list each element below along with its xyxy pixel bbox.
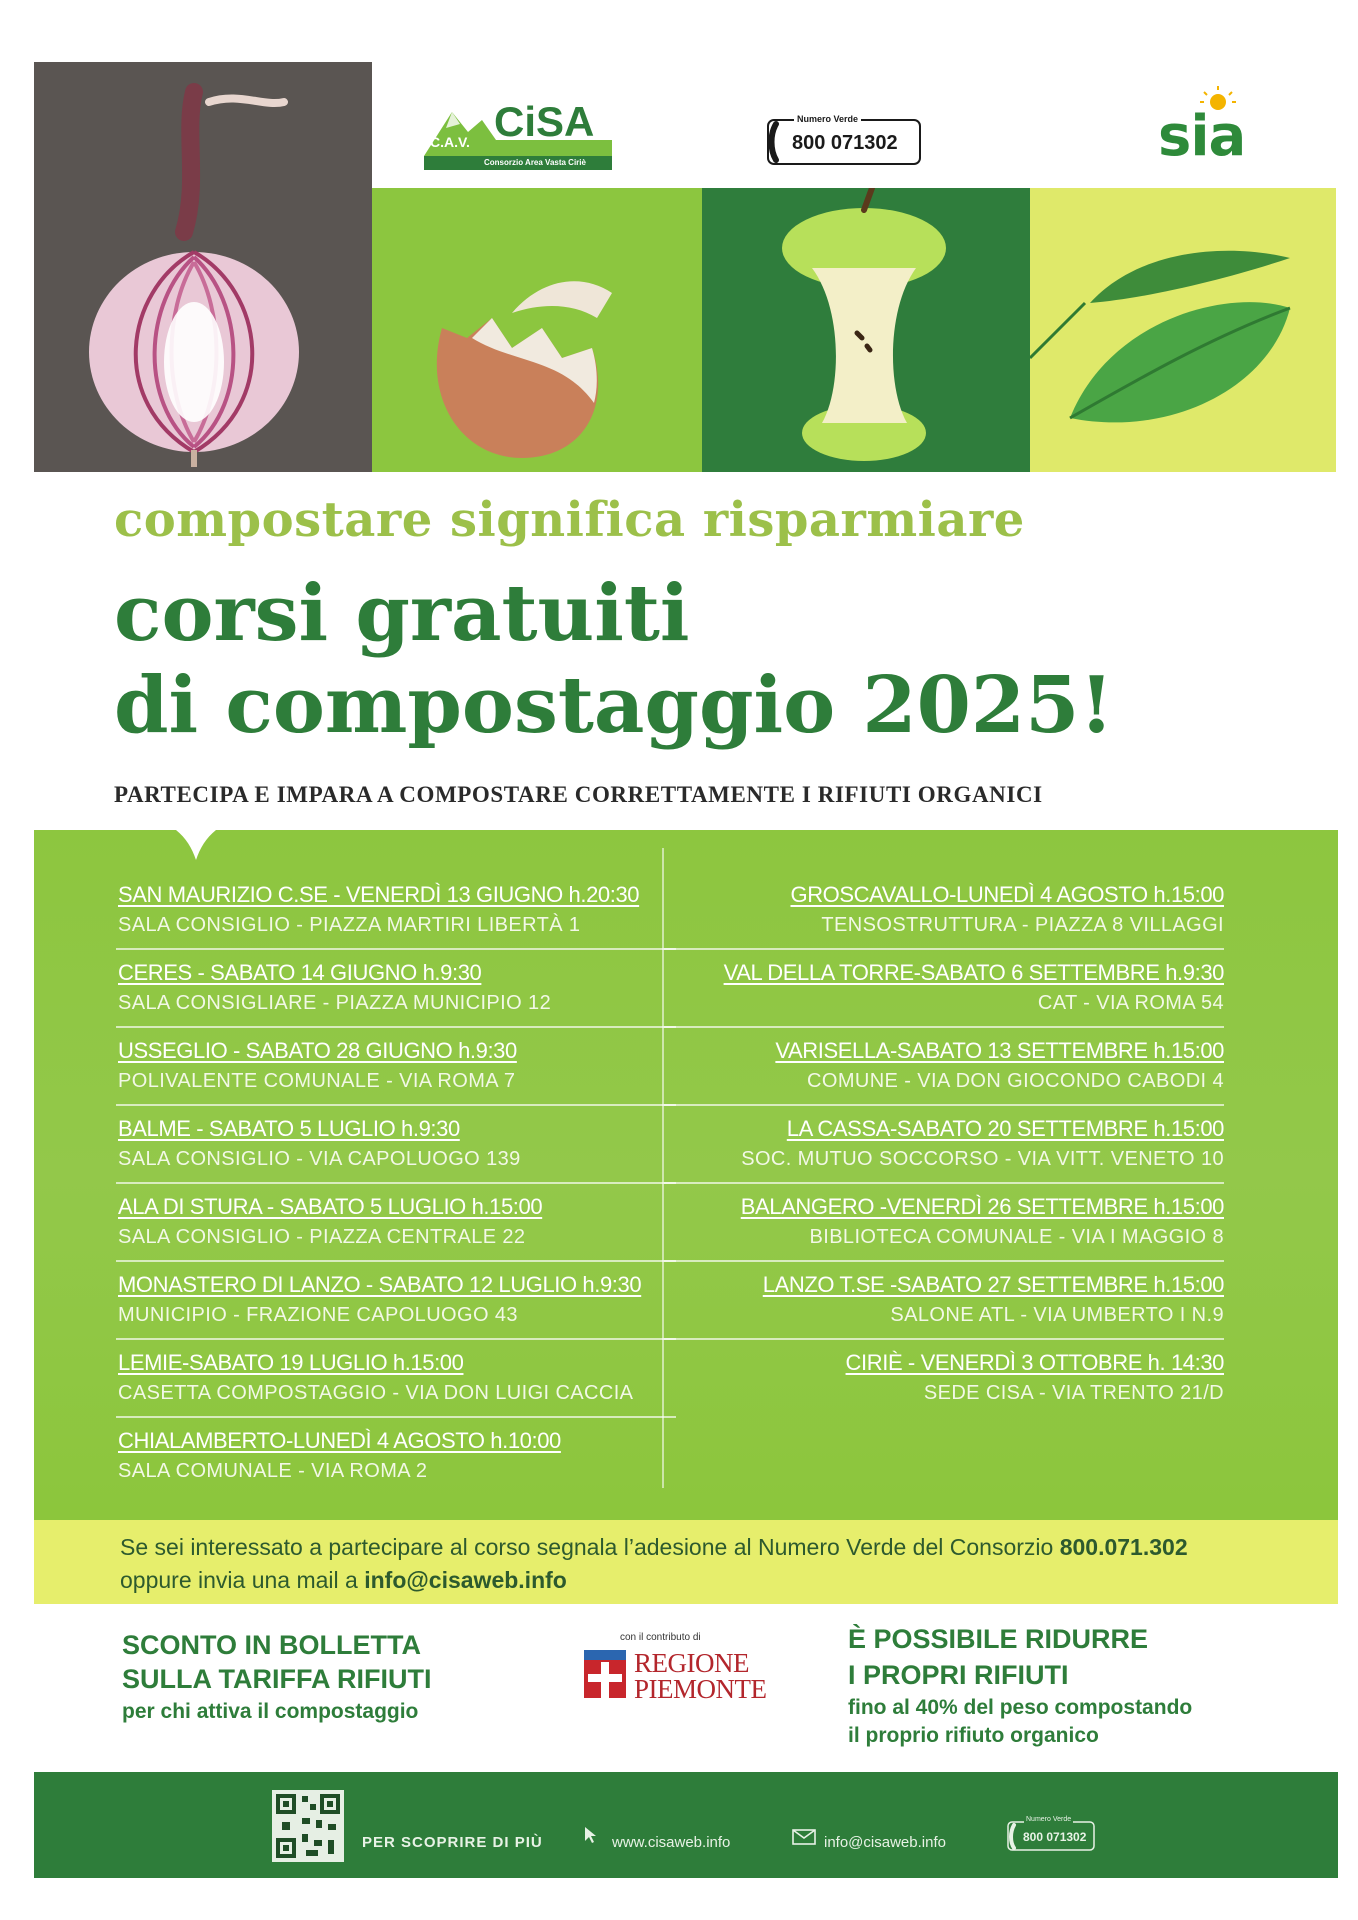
- benefit-left-line-2: SULLA TARIFFA RIFIUTI: [122, 1664, 432, 1694]
- event-item: [116, 1260, 676, 1338]
- qr-code-icon[interactable]: [272, 1790, 344, 1862]
- cursor-icon: [583, 1826, 599, 1844]
- onion-illustration: [34, 62, 372, 472]
- contact-line-2: [120, 1567, 567, 1594]
- event-title: SAN MAURIZIO C.SE - VENERDÌ 13 GIUGNO h.20:30: [118, 882, 640, 907]
- sia-logo: [1154, 86, 1278, 170]
- cisa-initials: C.A.V.: [430, 134, 470, 150]
- contact-line-1-text: Se sei interessato a partecipare al corso segnala l’adesione al Numero Verde del Consorzio: [120, 1534, 1060, 1560]
- event-title: VARISELLA-SABATO 13 SETTEMBRE h.15:00: [775, 1038, 1224, 1063]
- onion-photo: [34, 62, 372, 472]
- event-item: [664, 1104, 1224, 1182]
- speech-notch: [176, 830, 216, 860]
- event-title: CERES - SABATO 14 GIUGNO h.9:30: [118, 960, 482, 985]
- contact-phone-number[interactable]: 800.071.302: [1059, 1534, 1188, 1560]
- footer-verde-number: 800 071302: [1023, 1830, 1087, 1844]
- event-title: BALME - SABATO 5 LUGLIO h.9:30: [118, 1116, 460, 1141]
- event-place: SALA CONSIGLIO - VIA CAPOLUOGO 139: [118, 1148, 521, 1170]
- footer-bar: [34, 1772, 1338, 1878]
- event-title: LANZO T.SE -SABATO 27 SETTEMBRE h.15:00: [762, 1272, 1224, 1297]
- event-item: [116, 1338, 676, 1416]
- apple-core-photo: [702, 188, 1030, 472]
- leaf-illustration: [1030, 188, 1336, 472]
- event-item: [664, 1260, 1224, 1338]
- benefit-left-line-3: per chi attiva il compostaggio: [122, 1700, 419, 1723]
- event-place: SALA CONSIGLIARE - PIAZZA MUNICIPIO 12: [118, 992, 552, 1014]
- regione-name-line-2: PIEMONTE: [634, 1674, 767, 1704]
- footer-email-link[interactable]: info@cisaweb.info: [824, 1834, 946, 1851]
- event-place: SEDE CISA - VIA TRENTO 21/D: [923, 1382, 1224, 1404]
- event-title: CIRIÈ - VENERDÌ 3 OTTOBRE h. 14:30: [845, 1350, 1224, 1375]
- event-place: BIBLIOTECA COMUNALE - VIA I MAGGIO 8: [809, 1226, 1224, 1248]
- event-item: [116, 1104, 676, 1182]
- title-line-2: di compostaggio 2025!: [114, 660, 1114, 751]
- regione-flag-icon: [584, 1650, 626, 1698]
- event-item: [664, 1338, 1224, 1416]
- sia-name: sia: [1158, 104, 1246, 169]
- event-item: [116, 1416, 676, 1494]
- tagline: PARTECIPA E IMPARA A COMPOSTARE CORRETTAMENTE I RIFIUTI ORGANICI: [114, 782, 1043, 807]
- event-place: POLIVALENTE COMUNALE - VIA ROMA 7: [118, 1070, 516, 1092]
- schedule-right-column: [664, 872, 1224, 1416]
- footer-website-link[interactable]: www.cisaweb.info: [612, 1834, 731, 1851]
- event-place: COMUNE - VIA DON GIOCONDO CABODI 4: [807, 1070, 1224, 1092]
- event-title: MONASTERO DI LANZO - SABATO 12 LUGLIO h.9:30: [118, 1272, 642, 1297]
- contact-line-2-text: oppure invia una mail a: [120, 1567, 365, 1593]
- event-place: MUNICIPIO - FRAZIONE CAPOLUOGO 43: [118, 1304, 518, 1326]
- event-title: CHIALAMBERTO-LUNEDÌ 4 AGOSTO h.10:00: [118, 1428, 561, 1453]
- numero-verde-label: Numero Verde: [794, 114, 861, 124]
- benefit-right-line-3: fino al 40% del peso compostando: [848, 1696, 1193, 1719]
- event-place: TENSOSTRUTTURA - PIAZZA 8 VILLAGGI: [821, 914, 1224, 936]
- page-title: [114, 568, 1114, 752]
- subtitle: compostare significa risparmiare: [114, 492, 1025, 548]
- cisa-tagline: Consorzio Area Vasta Ciriè: [484, 158, 586, 167]
- event-item: [116, 872, 676, 948]
- benefit-left-line-1: SCONTO IN BOLLETTA: [122, 1630, 421, 1660]
- regione-name-line-1: REGIONE: [634, 1648, 749, 1678]
- event-place: CASETTA COMPOSTAGGIO - VIA DON LUIGI CACCIA: [118, 1382, 634, 1404]
- event-title: LA CASSA-SABATO 20 SETTEMBRE h.15:00: [786, 1116, 1224, 1141]
- numero-verde-number: 800 071302: [792, 132, 898, 154]
- cisa-logo: [424, 94, 612, 176]
- cisa-name: CiSA: [494, 98, 595, 145]
- event-title: VAL DELLA TORRE-SABATO 6 SETTEMBRE h.9:30: [723, 960, 1224, 985]
- eggshell-photo: [372, 188, 702, 472]
- eggshell-illustration: [372, 188, 702, 472]
- event-title: BALANGERO -VENERDÌ 26 SETTEMBRE h.15:00: [740, 1194, 1224, 1219]
- envelope-icon: [792, 1829, 816, 1845]
- leaf-photo: [1030, 188, 1336, 472]
- benefit-right-line-2: I PROPRI RIFIUTI: [848, 1660, 1069, 1690]
- footer-discover-label: PER SCOPRIRE DI PIÙ: [362, 1834, 543, 1851]
- schedule-left-column: [116, 872, 676, 1494]
- event-place: CAT - VIA ROMA 54: [1037, 992, 1224, 1014]
- event-item: [664, 1026, 1224, 1104]
- event-item: [664, 872, 1224, 948]
- event-place: SALA CONSIGLIO - PIAZZA CENTRALE 22: [118, 1226, 526, 1248]
- event-place: SALA CONSIGLIO - PIAZZA MARTIRI LIBERTÀ 1: [118, 914, 581, 936]
- event-place: SOC. MUTUO SOCCORSO - VIA VITT. VENETO 10: [741, 1148, 1224, 1170]
- benefit-right-line-1: È POSSIBILE RIDURRE: [848, 1624, 1149, 1654]
- event-item: [116, 1026, 676, 1104]
- event-title: GROSCAVALLO-LUNEDÌ 4 AGOSTO h.15:00: [790, 882, 1224, 907]
- benefit-right-line-4: il proprio rifiuto organico: [848, 1724, 1099, 1747]
- event-item: [664, 1182, 1224, 1260]
- title-line-1: corsi gratuiti: [114, 568, 690, 659]
- event-title: ALA DI STURA - SABATO 5 LUGLIO h.15:00: [118, 1194, 543, 1219]
- footer-numero-verde-badge[interactable]: [1006, 1816, 1096, 1854]
- event-item: [664, 948, 1224, 1026]
- regione-caption: con il contributo di: [620, 1632, 701, 1643]
- apple-core-illustration: [702, 188, 1030, 472]
- event-place: SALONE ATL - VIA UMBERTO I N.9: [890, 1304, 1224, 1326]
- numero-verde-badge: [766, 114, 922, 168]
- event-item: [116, 948, 676, 1026]
- event-title: USSEGLIO - SABATO 28 GIUGNO h.9:30: [118, 1038, 517, 1063]
- contact-line-1: [120, 1534, 1188, 1561]
- contact-email-link[interactable]: info@cisaweb.info: [364, 1567, 567, 1593]
- event-place: SALA COMUNALE - VIA ROMA 2: [118, 1460, 428, 1482]
- event-title: LEMIE-SABATO 19 LUGLIO h.15:00: [118, 1350, 464, 1375]
- event-item: [116, 1182, 676, 1260]
- footer-verde-label: Numero Verde: [1026, 1816, 1072, 1823]
